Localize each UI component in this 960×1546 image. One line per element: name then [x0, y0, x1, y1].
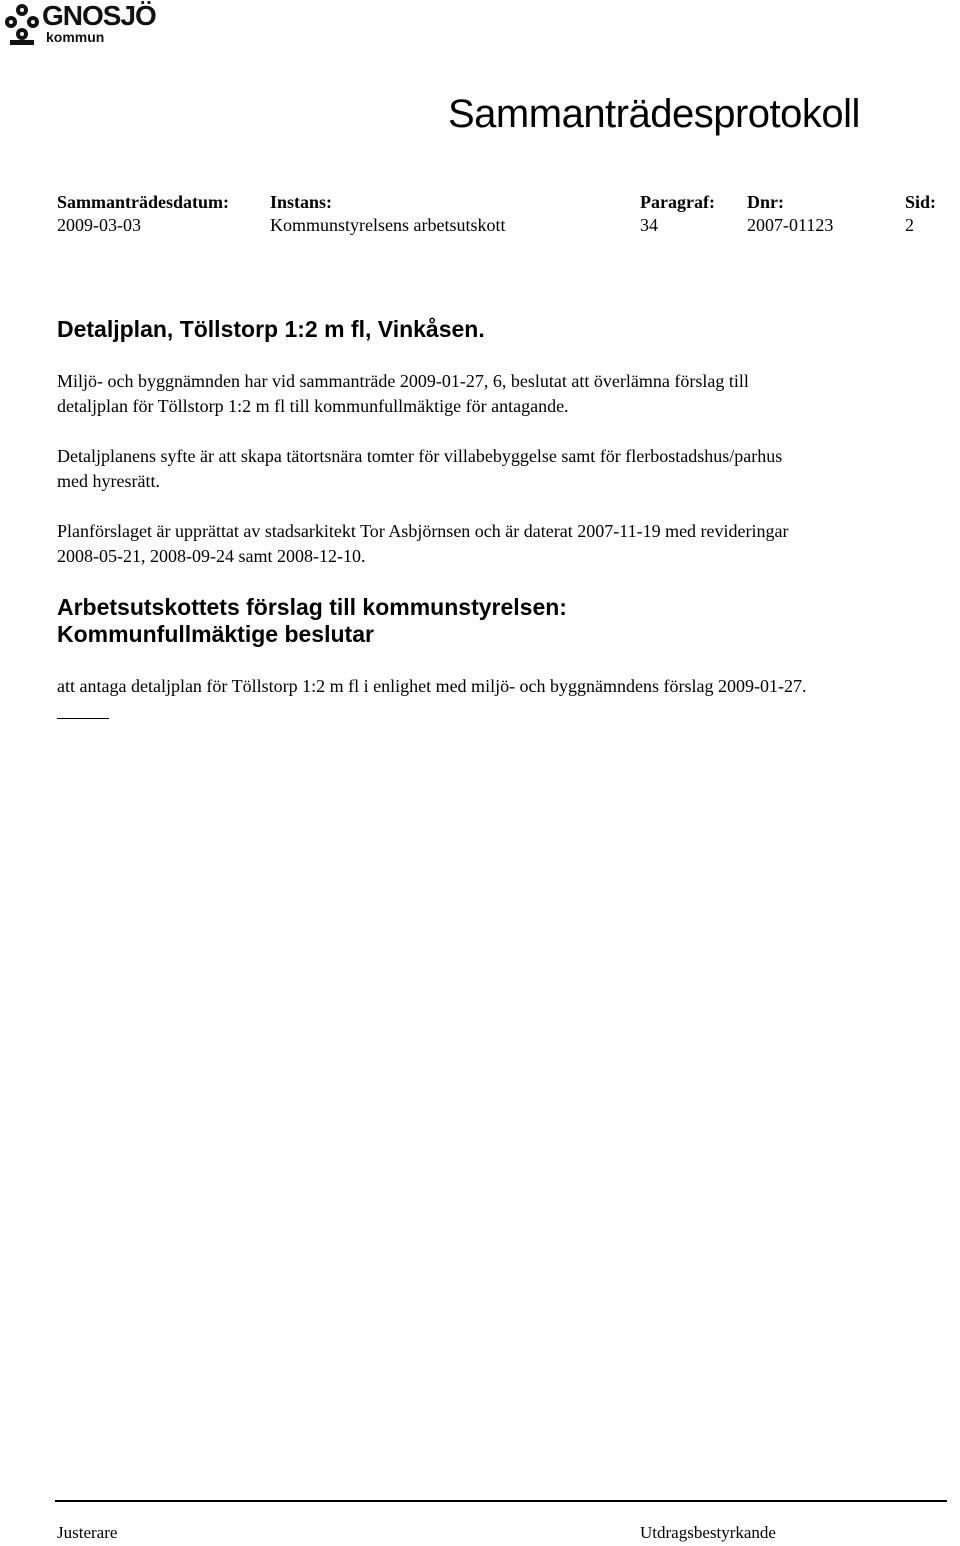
document-title: Sammanträdesprotokoll	[448, 92, 860, 136]
footer-rule	[55, 1500, 947, 1502]
paragraph-2	[57, 444, 782, 494]
date-label: Sammanträdesdatum:	[57, 192, 230, 212]
paragraph-1-line-2: detaljplan för Töllstorp 1:2 m fl till kommunfullmäktige för antagande.	[57, 396, 569, 416]
crowns-emblem-icon	[2, 2, 42, 48]
paragraph-2-line-2: med hyresrätt.	[57, 471, 160, 491]
sid-label: Sid:	[905, 192, 937, 212]
instans-value: Kommunstyrelsens arbetsutskott	[270, 215, 506, 235]
proposal-heading-line-2: Kommunfullmäktige beslutar	[57, 621, 374, 647]
sid-value: 2	[905, 215, 914, 235]
proposal-heading-line-1: Arbetsutskottets förslag till kommunstyrelsen:	[57, 594, 567, 620]
logo-wordmark: GNOSJÖ	[42, 0, 156, 31]
paragraph-3-line-1: Planförslaget är upprättat av stadsarkitekt Tor Asbjörnsen och är daterat 2007-11-19 med revideringar	[57, 521, 789, 541]
logo-subtitle: kommun	[46, 29, 105, 45]
footer-utdragsbestyrkande: Utdragsbestyrkande	[640, 1523, 776, 1542]
paragraph-1	[57, 369, 749, 419]
paragraph-2-line-1: Detaljplanens syfte är att skapa tätortsnära tomter för villabebyggelse samt för flerbostadshus/parhus	[57, 446, 783, 466]
dnr-label: Dnr:	[747, 192, 784, 212]
end-rule	[57, 718, 109, 719]
paragraf-value: 34	[640, 215, 658, 235]
section-heading: Detaljplan, Töllstorp 1:2 m fl, Vinkåsen.	[57, 316, 485, 342]
paragraph-3-line-2: 2008-05-21, 2008-09-24 samt 2008-12-10.	[57, 546, 366, 566]
paragraf-label: Paragraf:	[640, 192, 715, 212]
gnosjo-kommun-logo	[2, 2, 172, 48]
date-value: 2009-03-03	[57, 215, 141, 235]
paragraph-3	[57, 519, 789, 569]
footer-justerare: Justerare	[57, 1523, 118, 1542]
instans-label: Instans:	[270, 192, 333, 212]
decision-text: att antaga detaljplan för Töllstorp 1:2 m fl i enlighet med miljö- och byggnämndens förslag 2009-01-27.	[57, 676, 807, 696]
dnr-value: 2007-01123	[747, 215, 834, 235]
paragraph-1-line-1: Miljö- och byggnämnden har vid sammanträde 2009-01-27, 6, beslutat att överlämna förslag till	[57, 371, 749, 391]
